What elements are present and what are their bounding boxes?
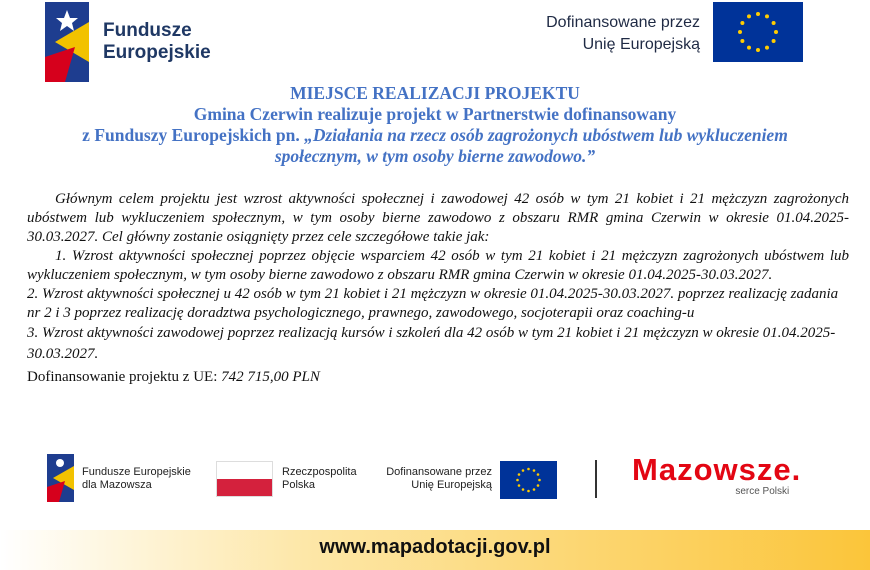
fe-mazowsze-line1: Fundusze Europejskie — [82, 466, 191, 478]
rp-text — [282, 466, 357, 492]
heading-line3-prefix: z Funduszy Europejskich pn. — [82, 125, 305, 145]
ue-bottom-line2: Unię Europejską — [411, 479, 492, 491]
ue-bottom-text — [380, 466, 492, 492]
ue-logo-line2: Unię Europejską — [582, 36, 700, 53]
heading-line3 — [0, 125, 870, 146]
fe-logo-line1: Fundusze — [103, 20, 192, 41]
fe-logo-text — [103, 20, 211, 64]
rp-line2: Polska — [282, 479, 316, 491]
fundusze-europejskie-logo — [45, 2, 89, 82]
polish-flag-icon — [216, 461, 273, 497]
ue-bottom-line1: Dofinansowane przez — [386, 466, 492, 478]
project-description — [27, 190, 849, 387]
project-heading — [0, 83, 870, 167]
funding-label: Dofinansowanie projektu z UE: — [27, 369, 222, 385]
ue-logo-text — [520, 12, 700, 56]
mazowsze-wordmark: Mazowsze. — [632, 452, 802, 487]
heading-line2: Gmina Czerwin realizuje projekt w Partnerstwie dofinansowany — [193, 104, 677, 124]
eu-flag-icon — [713, 2, 803, 62]
footer-url[interactable]: www.mapadotacji.gov.pl — [319, 536, 551, 558]
rp-line1: Rzeczpospolita — [282, 466, 357, 478]
funding-value: 742 715,00 PLN — [221, 369, 320, 385]
logo-divider — [595, 460, 597, 498]
goal-1: 1. Wzrost aktywności społecznej poprzez objęcie wsparciem 42 osób w tym 21 kobiet i 21 mężczyzn zagrożonych ubóstwem lub wykluczeniem społecznym, w tym osoby bierne zawodowo z obszaru RMR gmina Czerwin w okresie 01.04.2025-30.03.2027. — [27, 248, 849, 283]
goal-2: 2. Wzrost aktywności społecznej u 42 osób w tym 21 kobiet i 21 mężczyzn w okresie 01.04.2025-30.03.2027. poprzez realizację zadania nr 2 i 3 poprzez realizację doradztwa psychologicznego, prawnego, zawodowego, socjoterapii oraz coaching-u — [27, 286, 839, 321]
eu-flag-small-icon — [500, 461, 557, 499]
ue-logo-line1: Dofinansowane przez — [546, 14, 700, 31]
mazowsze-logo — [632, 452, 801, 497]
fe-logo-line2: Europejskie — [103, 42, 211, 63]
fe-mazowsze-line2: dla Mazowsza — [82, 479, 152, 491]
project-title: „Działania na rzecz osób zagrożonych ubóstwem lub wykluczeniem — [304, 125, 788, 145]
fe-mazowsze-star-icon — [47, 454, 74, 502]
mazowsze-tagline: serce Polski — [735, 486, 790, 497]
heading-title: MIEJSCE REALIZACJI PROJEKTU — [290, 83, 580, 103]
project-title-cont: społecznym, w tym osoby bierne zawodowo.” — [274, 146, 596, 166]
fe-mazowsze-text — [82, 466, 191, 492]
fe-star-icon — [45, 2, 89, 82]
goal-3: 3. Wzrost aktywności zawodowej poprzez realizacją kursów i szkoleń dla 42 osób w tym 21 kobiet i 21 mężczyzn w okresie 01.04.2025-30.03.2027. — [27, 325, 836, 362]
intro-paragraph: Głównym celem projektu jest wzrost aktywności społecznej i zawodowej 42 osób w tym 21 kobiet i 21 mężczyzn zagrożonych ubóstwem lub wykluczeniem społecznym, w tym osoby bierne zawodowo z obszaru RMR gmina Czerwin w okresie 01.04.2025-30.03.2027. Cel główny zostanie osiągnięty przez cele szczegółowe takie jak: — [27, 191, 849, 245]
